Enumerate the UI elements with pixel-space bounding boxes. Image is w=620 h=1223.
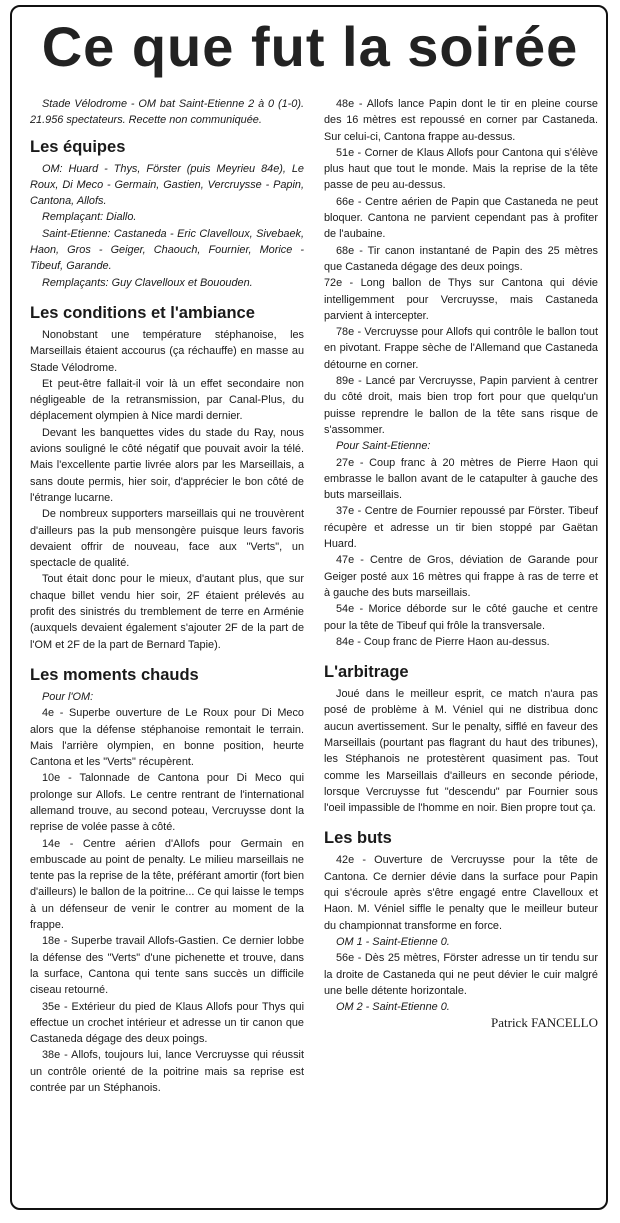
paragraph: Devant les banquettes vides du stade du Ray, nous avions souligné le côté négatif que pouvait avoir la télé. Mais l'excellente partie livrée alors par les Marseillais, a sans doute permis, hier soir, d'apprécier le bon côté de l'étrange lucarne. bbox=[30, 426, 304, 504]
moment-item: 14e - Centre aérien d'Allofs pour Germain en embuscade au point de penalty. Le milieu marseillais ne tente pas la reprise de la tête, préférant amortir (fort bien d'ailleurs) le ballon de la poitrine... Ce qui laisse le temps à un défenseur de venir le contrer au moment de la frappe. bbox=[30, 837, 304, 932]
moment-item: 72e - Long ballon de Thys sur Cantona qui dévie intelligemment pour Vercruysse, mais Castaneda parvient à intercepter. bbox=[324, 277, 598, 322]
goal-1: 42e - Ouverture de Vercruysse pour la tête de Cantona. Ce dernier dévie dans la surface pour Papin qui s'écroule après s'être engagé entre Clavelloux et Haon. M. Véniel siffle le penalty que le meilleur buteur du championnat transforme en force. bbox=[324, 854, 598, 932]
moment-item: 4e - Superbe ouverture de Le Roux pour Di Meco alors que la défense stéphanoise remontait le terrain. Mais l'arrière olympien, en bonne position, heurte Cantona et les "Verts" récupèrent. bbox=[30, 707, 304, 769]
lineup-se: Saint-Etienne: Castaneda - Eric Clavelloux, Sivebaek, Haon, Gros - Geiger, Chaouch, Fournier, Morice - Tibeuf, Garande. bbox=[30, 227, 304, 273]
paragraph: De nombreux supporters marseillais qui ne trouvèrent d'ailleurs pas la pub mensongère puisque leurs favoris devaient offrir de nouveau, face aux "Verts", un spectacle de qualité. bbox=[30, 508, 304, 570]
moment-item: 48e - Allofs lance Papin dont le tir en pleine course des 16 mètres est repoussé en corner par Castaneda. Sur celui-ci, Cantona frappe au-dessus. bbox=[324, 98, 598, 143]
score-1: OM 1 - Saint-Etienne 0. bbox=[336, 935, 450, 948]
moment-item: 38e - Allofs, toujours lui, lance Vercruysse qui réussit un contrôle orienté de la poitrine mais sa reprise est contrée par un Stéphanois. bbox=[30, 1049, 304, 1095]
byline: Patrick FANCELLO bbox=[491, 1015, 598, 1031]
se-label: Pour Saint-Etienne: bbox=[336, 440, 431, 453]
goal-2: 56e - Dès 25 mètres, Förster adresse un tir tendu sur la droite de Castaneda qui ne peut dévier le cuir malgré une belle détente horizontale. bbox=[324, 952, 598, 997]
paragraph: Tout était donc pour le mieux, d'autant plus, que sur chaque billet vendu hier soir, 2F étaient prélevés au profit des sinistrés du tremblement de terre en Arménie (auxquels devaient également s'ajouter 2F de la part de l'OM et 2F de la part de Bernard Tapie). bbox=[30, 573, 304, 651]
moment-item: 66e - Centre aérien de Papin que Castaneda ne peut bloquer. Cantona ne parvient cependant pas à profiter de l'aubaine. bbox=[324, 195, 598, 241]
paragraph: Et peut-être fallait-il voir là un effet secondaire non négligeable de la retransmission, par Canal-Plus, du déplacement olympien à Nice mardi dernier. bbox=[30, 377, 304, 423]
moment-item: 35e - Extérieur du pied de Klaus Allofs pour Thys qui effectue un crochet intérieur et adresse un tir canon que Castaneda dégage des deux poings. bbox=[30, 1000, 304, 1046]
section-title-moments: Les moments chauds bbox=[30, 665, 199, 684]
lineup-om: OM: Huard - Thys, Förster (puis Meyrieu 84e), Le Roux, Di Meco - Germain, Gastien, Vercruysse - Papin, Cantona, Allofs. bbox=[30, 162, 304, 208]
moment-item: 10e - Talonnade de Cantona pour Di Meco qui prolonge sur Allofs. Le centre rentrant de l'international allemand trouve, au second poteau, Vercruysse dont la reprise de volée passe à côté. bbox=[30, 772, 304, 834]
moment-item: 78e - Vercruysse pour Allofs qui contrôle le ballon tout en pivotant. Frappe sèche de l'Allemand que Castaneda détourne en corner. bbox=[324, 326, 598, 371]
moment-item: 37e - Centre de Fournier repoussé par Förster. Tibeuf récupère et adresse un tir bien stoppé par Gaëtan Huard. bbox=[324, 505, 598, 551]
subs-se: Remplaçants: Guy Clavelloux et Bououden. bbox=[42, 276, 253, 289]
moment-item: 54e - Morice déborde sur le côté gauche et centre pour la tête de Tibeuf qui frôle la transversale. bbox=[324, 603, 598, 632]
right-column bbox=[324, 96, 598, 1032]
moment-item: 89e - Lancé par Vercruysse, Papin parvient à centrer du côté droit, mais bien trop fort pour que quelqu'un puisse reprendre le ballon de la tête sans risque de s'assommer. bbox=[324, 375, 598, 436]
om-label: Pour l'OM: bbox=[42, 690, 94, 703]
moment-item: 51e - Corner de Klaus Allofs pour Cantona qui s'élève plus haut que tout le monde. Mais la reprise de la tête passe de peu au-dessus. bbox=[324, 146, 598, 192]
moment-item: 47e - Centre de Gros, déviation de Garande pour Geiger posté aux 16 mètres qui frappe à ras de terre et à gauche des buts marseillais. bbox=[324, 554, 598, 599]
moment-item: 84e - Coup franc de Pierre Haon au-dessus. bbox=[336, 635, 550, 648]
section-title-conditions: Les conditions et l'ambiance bbox=[30, 303, 255, 322]
arbitrage-text: Joué dans le meilleur esprit, ce match n'aura pas posé de problème à M. Véniel qui ne distribua donc aucun avertissement. Sur le penalty, sifflé en faveur des Marseillais (pourtant pas flagrant du haut des tribunes), les Stéphanois ne protestèrent quasiment pas. Tout comme les Marseillais d'ailleurs en seconde période, lorsque Vercruysse fut "descendu" par Fournier sous l'oeil impassible de l'homme en noir. Bien propre tout ça. bbox=[324, 688, 598, 815]
moment-item: 18e - Superbe travail Allofs-Gastien. Ce dernier lobbe la défense des "Verts" d'une pichenette et trouve, dans la surface, Cantona qui tente sans succès un difficile ciseau retourné. bbox=[30, 935, 304, 997]
subs-om: Remplaçant: Diallo. bbox=[42, 211, 137, 224]
lede: Stade Vélodrome - OM bat Saint-Etienne 2 à 0 (1-0). 21.956 spectateurs. Recette non communiquée. bbox=[30, 98, 304, 127]
section-title-arbitrage: L'arbitrage bbox=[324, 663, 409, 682]
paragraph: Nonobstant une température stéphanoise, les Marseillais étaient accourus (ça réchauffe) en masse au Stade Vélodrome. bbox=[30, 328, 304, 374]
section-title-equipes: Les équipes bbox=[30, 137, 126, 156]
headline: Ce que fut la soirée bbox=[41, 15, 579, 78]
score-2: OM 2 - Saint-Etienne 0. bbox=[336, 1001, 450, 1014]
moment-item: 27e - Coup franc à 20 mètres de Pierre Haon qui embrasse le ballon avant de le catapulter à gauche des buts marseillais. bbox=[324, 456, 598, 502]
moment-item: 68e - Tir canon instantané de Papin des 25 mètres que Castaneda dégage des deux poings. bbox=[324, 244, 598, 273]
left-column bbox=[30, 96, 304, 1096]
section-title-buts: Les buts bbox=[324, 829, 392, 848]
